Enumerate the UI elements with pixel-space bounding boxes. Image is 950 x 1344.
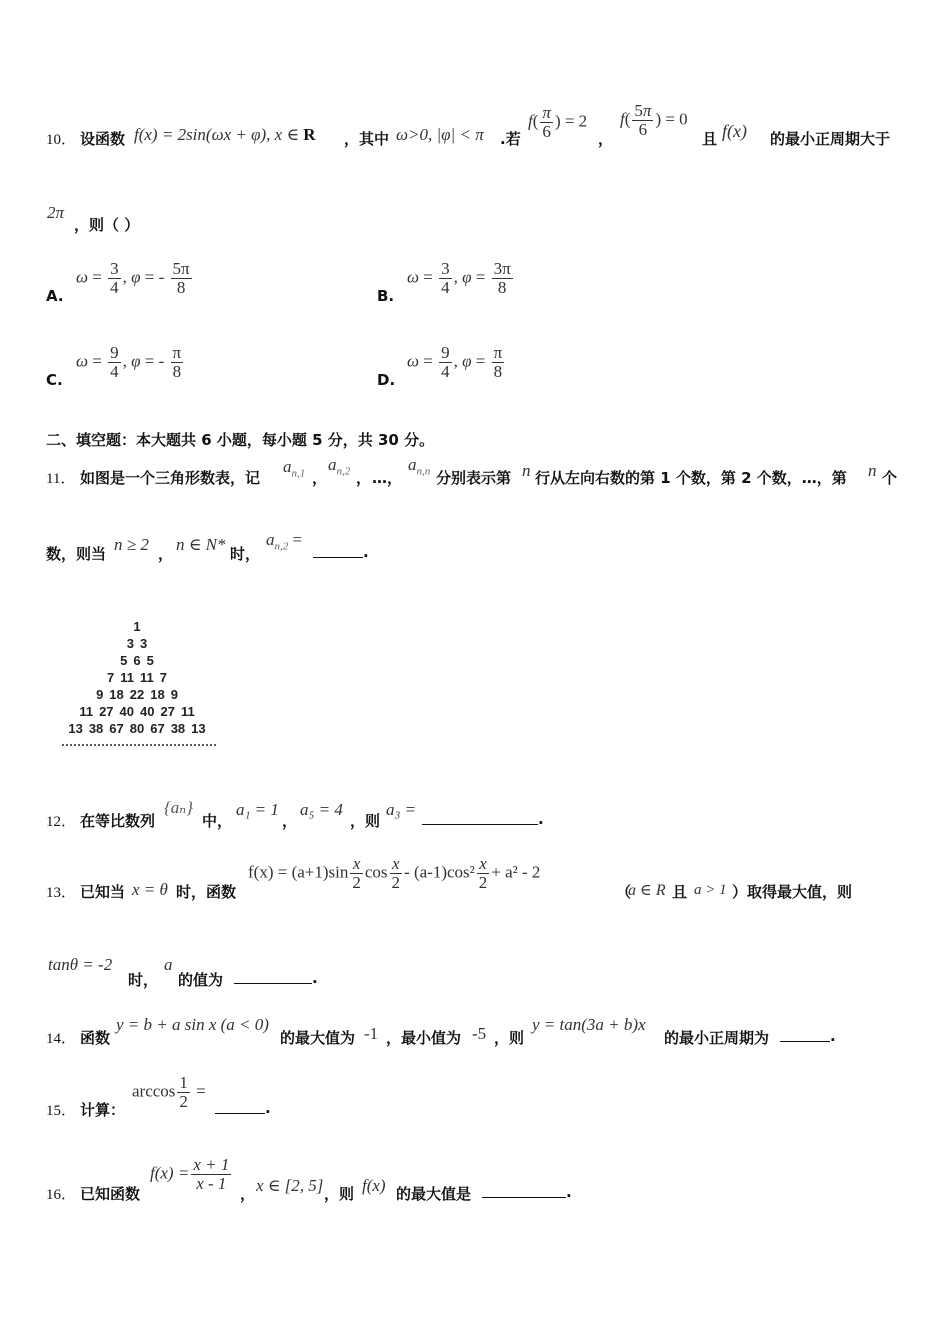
question-14-min: -5 [472,1024,487,1043]
question-11-n2: n [868,461,877,480]
question-11-blank[interactable] [313,543,363,558]
question-11-a-n1: $a_{n,1}$ [283,457,306,480]
question-16-number: 16． [46,1187,77,1203]
question-14-max: -1 [364,1024,379,1043]
question-14-function: y = b + a sin x (a < 0) [116,1015,269,1034]
question-11-a-nn: $a_{n,n}$ [408,455,431,478]
question-13-number: 13． [46,885,77,901]
triangle-cell: 9 [170,687,178,702]
question-16-domain: x ∈ [2, 5] [256,1176,324,1195]
question-16-fx: f(x) [362,1176,386,1195]
question-11-line2-b: 时， [230,545,261,563]
triangle-cell: 22 [129,687,145,702]
section-heading: 二、填空题：本大题共 6 小题，每小题 5 分，共 30 分。 [46,431,435,449]
triangle-row-4 [52,669,222,686]
question-11-n: n [522,461,531,480]
question-10-ruo: .若 [500,130,521,148]
question-10-number: 10． [46,132,77,148]
triangle-cell: 7 [107,670,115,685]
question-13-line2-tail: 的值为 [178,971,224,989]
triangle-cell: 11 [79,704,94,719]
question-15-expression: arccos $\frac{1}{2}$ = [132,1073,206,1111]
question-13-line2-text: 时， [128,971,159,989]
question-13-tan: tanθ = -2 [48,955,113,974]
question-13-text1: 已知当 [80,883,126,901]
triangle-cell: 6 [133,653,141,668]
triangle-row-3 [52,652,222,669]
question-15-number: 15． [46,1103,77,1119]
question-13-function: f(x) = (a+1)sin $\frac{x}{2}$ cos $\frac{x}{2}$ - (a-1)cos² $\frac{x}{2}$ + a² - 2 [248,854,541,892]
triangle-cell: 3 [126,636,134,651]
question-12-sep: ， [282,812,298,830]
question-10-where: ，其中 [344,130,390,148]
triangle-cell: 11 [180,704,195,719]
question-15-period: . [265,1099,271,1117]
triangle-figure [52,618,222,737]
question-16-blank[interactable] [482,1183,566,1198]
triangle-cell: 1 [133,619,141,634]
question-12-blank[interactable] [422,810,538,825]
triangle-cell: 5 [120,653,128,668]
question-16-period: . [566,1183,572,1201]
question-13-text3: ）取得最大值，则 [732,883,853,901]
triangle-cell: 11 [120,670,134,685]
question-14-text1: 函数 [80,1029,111,1047]
question-11-period: . [363,543,369,561]
question-12-period: . [538,810,544,828]
question-11-sep2: ， [356,469,372,487]
question-10-function: f(x) = 2sin(ωx + φ), x ∈ R [134,125,316,144]
triangle-cell: 7 [159,670,167,685]
question-13-qie: 且 [672,883,688,901]
triangle-cell: 38 [170,721,186,736]
question-10-f1: f( $\frac{\pi}{6}$ ) = 2 [528,103,588,141]
question-10-tail: 的最小正周期大于 [770,130,891,148]
question-10-fx: f(x) [722,121,747,141]
triangle-cell: 9 [96,687,104,702]
triangle-cell: 3 [140,636,148,651]
triangle-cell: 67 [109,721,124,736]
question-13-agt: a > 1 [694,882,727,898]
triangle-cell: 27 [160,704,175,719]
triangle-cell: 18 [150,687,165,702]
question-12-a3: a₃ = [386,800,417,819]
question-11-text3: 行从左向右数的第 1 个数，第 2 个数，…，第 [535,469,847,487]
question-13-text2: 时，函数 [176,883,237,901]
question-12-a5: a₅ = 4 [300,800,343,819]
triangle-cell: 5 [146,653,154,668]
question-11-text2: 分别表示第 [436,469,512,487]
question-12-text2: 中， [202,812,233,830]
question-11-line2-a: 数，则当 [46,545,107,563]
question-14-function2: y = tan(3a + b)x [532,1015,646,1034]
question-16-function: f(x) = $\frac{x + 1}{x - 1}$ [150,1155,230,1193]
question-13-paren: （ [616,883,632,901]
question-14-text2: 的最大值为 [280,1029,356,1047]
question-12-text1: 在等比数列 [80,812,156,830]
question-16-text3: 的最大值是 [396,1185,472,1203]
question-11-cond1: n ≥ 2 [114,535,149,554]
question-11-cond2: n ∈ N* [176,535,226,554]
question-10-qie: 且 [702,130,718,148]
question-10-lead: 设函数 [80,130,126,148]
question-12-text3: ，则 [350,812,381,830]
triangle-cell: 38 [88,721,104,736]
triangle-row-5 [52,686,222,703]
question-13-period: . [312,969,318,987]
question-10-comma: ， [598,130,614,148]
triangle-row-1 [52,618,222,635]
question-14-number: 14． [46,1031,77,1047]
question-10-condition: ω>0, |φ| < π [396,125,484,144]
question-16-text2: ，则 [324,1185,355,1203]
question-14-text5: 的最小正周期为 [664,1029,770,1047]
triangle-cell: 13 [68,721,83,736]
triangle-cell: 40 [140,704,155,719]
question-13-cond: x = θ [132,880,168,899]
question-14-period: . [830,1027,836,1045]
triangle-cell: 13 [191,721,206,736]
triangle-cell: 40 [119,704,134,719]
triangle-row-7 [52,720,222,737]
question-16-text1: 已知函数 [80,1185,141,1203]
question-14-text3: ，最小值为 [386,1029,462,1047]
triangle-cell: 67 [150,721,165,736]
question-10-2pi: 2π [47,203,65,222]
question-12-a1: a₁ = 1 [236,800,279,819]
question-13-aR: a ∈ R [628,882,666,899]
triangle-cell: 27 [99,704,114,719]
triangle-cell: 11 [140,670,154,685]
question-11-sep3: ， [158,545,174,563]
question-10-then: ，则（ ） [74,216,140,234]
question-12-number: 12． [46,814,77,830]
question-11-a-n2: $a_{n,2}$ [328,455,351,478]
triangle-ellipsis-line [62,744,216,746]
question-10-f2: f( $\frac{5\pi}{6}$ ) = 0 [620,101,688,139]
question-16-sep: ， [240,1185,256,1203]
question-11-text1: 如图是一个三角形数表，记 [80,469,261,487]
question-14-text4: ，则 [494,1029,525,1047]
triangle-cell: 80 [129,721,145,736]
question-15-blank[interactable] [215,1099,265,1114]
triangle-cell: 18 [109,687,124,702]
question-11-number: 11． [46,471,76,487]
question-12-sequence: {aₙ} [164,798,193,817]
triangle-row-6 [52,703,222,720]
triangle-row-2 [52,635,222,652]
question-14-blank[interactable] [780,1027,830,1042]
question-11-ellipsis: …， [372,469,403,487]
question-13-a: a [164,955,173,974]
question-15-text1: 计算： [80,1101,126,1119]
question-11-text4: 个 [882,469,898,487]
question-11-answer-lhs: $a_{n,2}$ = [266,530,303,553]
question-11-sep1: ， [312,469,328,487]
question-13-blank[interactable] [234,969,312,984]
